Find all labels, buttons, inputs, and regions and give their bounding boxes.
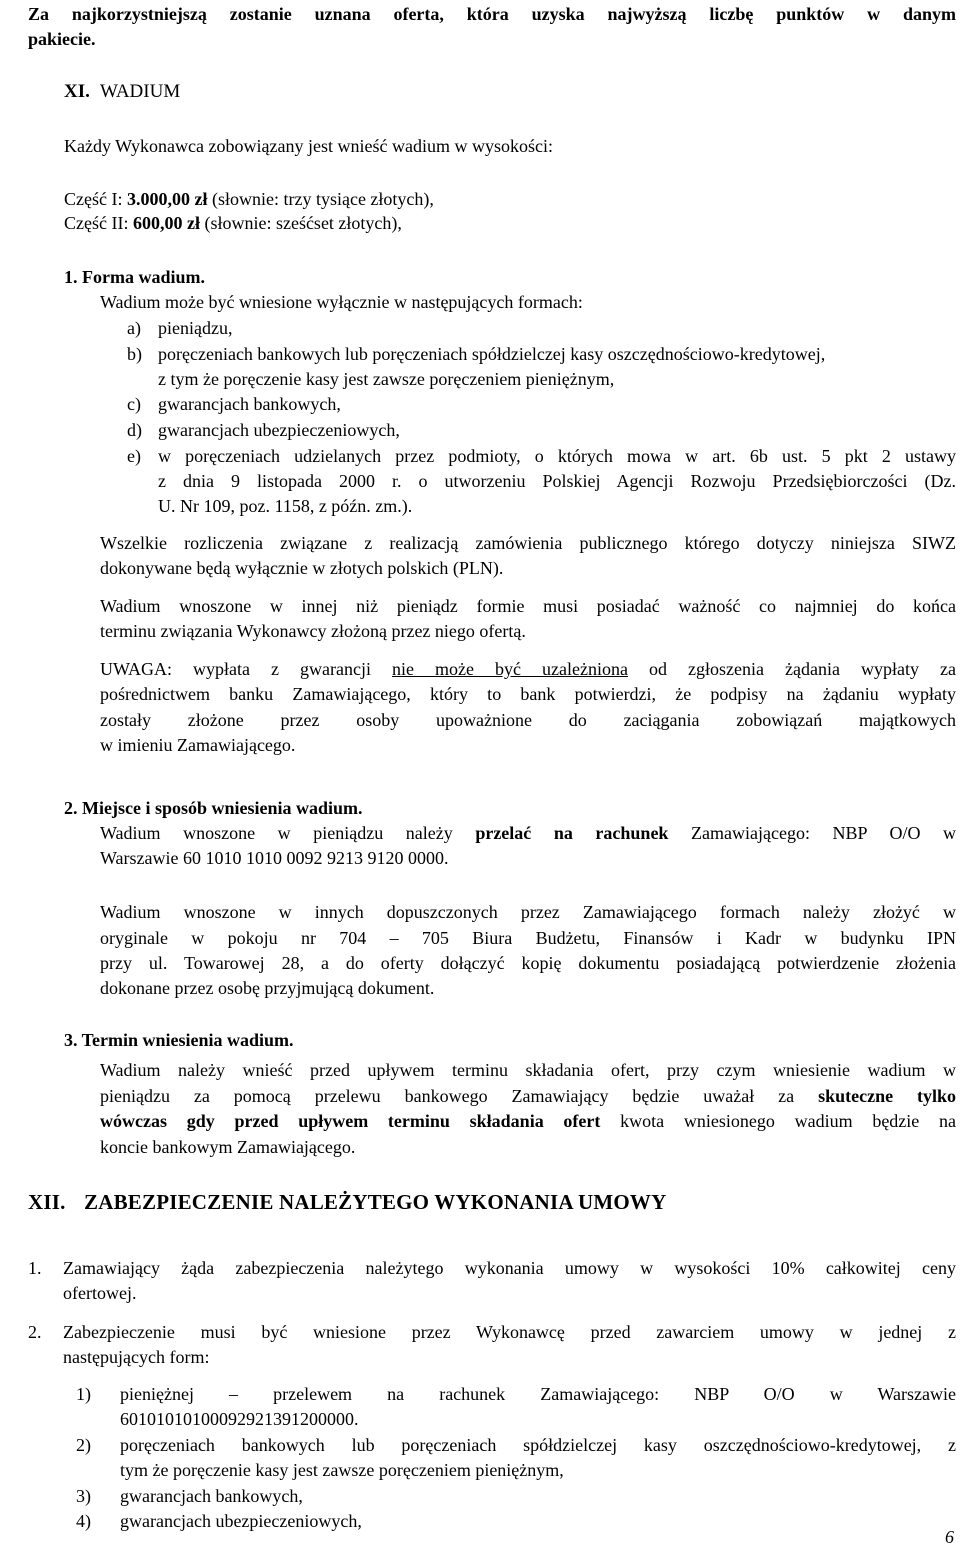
original-paragraph-line-1: Wadium wnoszone w innych dopuszczonych przez Zamawiającego formach należy złożyć w — [100, 902, 956, 922]
list-item-c: gwarancjach bankowych, — [158, 394, 341, 414]
xii-item-2-line-1: Zabezpieczenie musi być wniesione przez Wykonawcę przed zawarciem umowy w jednej z — [63, 1322, 956, 1342]
warning-tail: od zgłoszenia żądania wypłaty za — [628, 659, 956, 679]
list-item-b-line-1: poręczeniach bankowych lub poręczeniach spółdzielczej kasy oszczędnościowo-kredytowej, — [158, 344, 826, 364]
warning-underlined: nie może być uzależniona — [392, 659, 628, 679]
warning-paragraph-line-1 — [100, 657, 956, 681]
form-4-mark: 4) — [76, 1511, 91, 1531]
list-mark-a: a) — [127, 318, 141, 338]
deadline-line-3-bold: wówczas gdy przed upływem terminu składania ofert — [100, 1111, 601, 1131]
part-1-label: Część I: — [64, 189, 127, 209]
transfer-paragraph-line-2: Warszawie 60 1010 1010 0092 9213 9120 0000. — [100, 848, 449, 868]
list-mark-b: b) — [127, 344, 142, 364]
deadline-paragraph-line-2 — [100, 1084, 956, 1108]
warning-lead: UWAGA: wypłata z gwarancji — [100, 659, 393, 679]
part-1-value: 3.000,00 zł — [126, 189, 208, 209]
validity-paragraph-line-1: Wadium wnoszone w innej niż pieniądz formie musi posiadać ważność co najmniej do końca — [100, 596, 956, 616]
deadline-paragraph-line-4: koncie bankowym Zamawiającego. — [100, 1137, 356, 1157]
warning-paragraph-line-2: pośrednictwem banku Zamawiającego, który to bank potwierdzi, że podpisy na żądaniu wypłaty — [100, 684, 956, 704]
list-mark-c: c) — [127, 394, 141, 414]
list-item-e-line-2: z dnia 9 listopada 2000 r. o utworzeniu Polskiej Agencji Rozwoju Przedsiębiorczości (Dz. — [158, 471, 956, 491]
xii-item-2-mark: 2. — [28, 1322, 42, 1342]
list-item-a: pieniądzu, — [158, 318, 233, 338]
list-item-d: gwarancjach ubezpieczeniowych, — [158, 420, 400, 440]
form-3-line-1: gwarancjach bankowych, — [120, 1486, 303, 1506]
section-xii-number: XII. — [28, 1190, 66, 1214]
settlement-paragraph-line-2: dokonywane będą wyłącznie w złotych polskich (PLN). — [100, 558, 504, 578]
part-2-label: Część II: — [64, 213, 133, 233]
list-mark-d: d) — [127, 420, 142, 440]
intro-line-1: Za najkorzystniejszą zostanie uznana oferta, która uzyska najwyższą liczbę punktów w danym — [28, 4, 956, 24]
form-2-line-1: poręczeniach bankowych lub poręczeniach spółdzielczej kasy oszczędnościowo-kredytowej, z — [120, 1435, 956, 1455]
transfer-bold: przelać na rachunek — [475, 823, 669, 843]
settlement-paragraph-line-1: Wszelkie rozliczenia związane z realizacją zamówienia publicznego którego dotyczy niniejsza SIWZ — [100, 533, 956, 553]
list-mark-e: e) — [127, 446, 141, 466]
original-paragraph-line-3: przy ul. Towarowej 28, a do oferty dołączyć kopię dokumentu posiadającą potwierdzenie złożenia — [100, 953, 956, 973]
transfer-lead: Wadium wnoszone w pieniądzu należy — [100, 823, 476, 843]
transfer-paragraph-line-1 — [100, 821, 956, 845]
sub-1-title: 1. Forma wadium. — [64, 267, 205, 287]
form-2-mark: 2) — [76, 1435, 91, 1455]
original-paragraph-line-2: oryginale w pokoju nr 704 – 705 Biura Budżetu, Finansów i Kadr w budynku IPN — [100, 928, 956, 948]
sub-1-lead: Wadium może być wniesione wyłącznie w następujących formach: — [100, 292, 583, 312]
form-1-mark: 1) — [76, 1384, 91, 1404]
form-1-line-2: 60101010100092921391200000. — [120, 1409, 359, 1429]
deadline-paragraph-line-3 — [100, 1109, 956, 1133]
section-xii-title: ZABEZPIECZENIE NALEŻYTEGO WYKONANIA UMOWY — [84, 1190, 667, 1214]
intro-line-2: pakiecie. — [28, 29, 96, 49]
list-item-e-line-1: w poręczeniach udzielanych przez podmioty, o których mowa w art. 6b ust. 5 pkt 2 ustawy — [158, 446, 956, 466]
section-xi-number: XI. — [64, 81, 90, 102]
deadline-line-2-lead: pieniądzu za pomocą przelewu bankowego Zamawiający będzie uważał za — [100, 1086, 819, 1106]
form-2-line-2: tym że poręczenie kasy jest zawsze poręczeniem pieniężnym, — [120, 1460, 564, 1480]
validity-paragraph-line-2: terminu związania Wykonawcy złożoną przez niego ofertą. — [100, 621, 526, 641]
part-2-value: 600,00 zł — [132, 213, 200, 233]
deadline-line-3-tail: kwota wniesionego wadium będzie na — [600, 1111, 957, 1131]
transfer-tail: Zamawiającego: NBP O/O w — [668, 823, 957, 843]
deadline-paragraph-line-1: Wadium należy wnieść przed upływem terminu składania ofert, przy czym wniesienie wadium w — [100, 1060, 956, 1080]
xii-item-1-line-2: ofertowej. — [63, 1283, 137, 1303]
form-1-line-1: pieniężnej – przelewem na rachunek Zamawiającego: NBP O/O w Warszawie — [120, 1384, 956, 1404]
deadline-line-2-bold: skuteczne tylko — [818, 1086, 956, 1106]
section-xi-title: WADIUM — [100, 81, 181, 102]
xii-item-1-line-1: Zamawiający żąda zabezpieczenia należytego wykonania umowy w wysokości 10% całkowitej ceny — [63, 1258, 956, 1278]
list-item-e-line-3: U. Nr 109, poz. 1158, z późn. zm.). — [158, 496, 413, 516]
warning-paragraph-line-3: zostały złożone przez osoby upoważnione do zaciągania zobowiązań majątkowych — [100, 710, 956, 730]
warning-paragraph-line-4: w imieniu Zamawiającego. — [100, 735, 296, 755]
sub-3-title: 3. Termin wniesienia wadium. — [64, 1030, 294, 1050]
form-4-line-1: gwarancjach ubezpieczeniowych, — [120, 1511, 362, 1531]
part-1-words: (słownie: trzy tysiące złotych), — [207, 189, 434, 209]
part-1-amount — [64, 187, 434, 211]
page-number: 6 — [945, 1527, 954, 1547]
list-item-b-line-2: z tym że poręczenie kasy jest zawsze poręczeniem pieniężnym, — [158, 369, 615, 389]
part-2-words: (słownie: sześćset złotych), — [199, 213, 402, 233]
xii-item-2-line-2: następujących form: — [63, 1347, 210, 1367]
original-paragraph-line-4: dokonane przez osobę przyjmującą dokument. — [100, 978, 435, 998]
form-3-mark: 3) — [76, 1486, 91, 1506]
section-xi-lead: Każdy Wykonawca zobowiązany jest wnieść wadium w wysokości: — [64, 136, 553, 156]
sub-2-title: 2. Miejsce i sposób wniesienia wadium. — [64, 798, 363, 818]
part-2-amount — [64, 211, 402, 235]
xii-item-1-mark: 1. — [28, 1258, 42, 1278]
